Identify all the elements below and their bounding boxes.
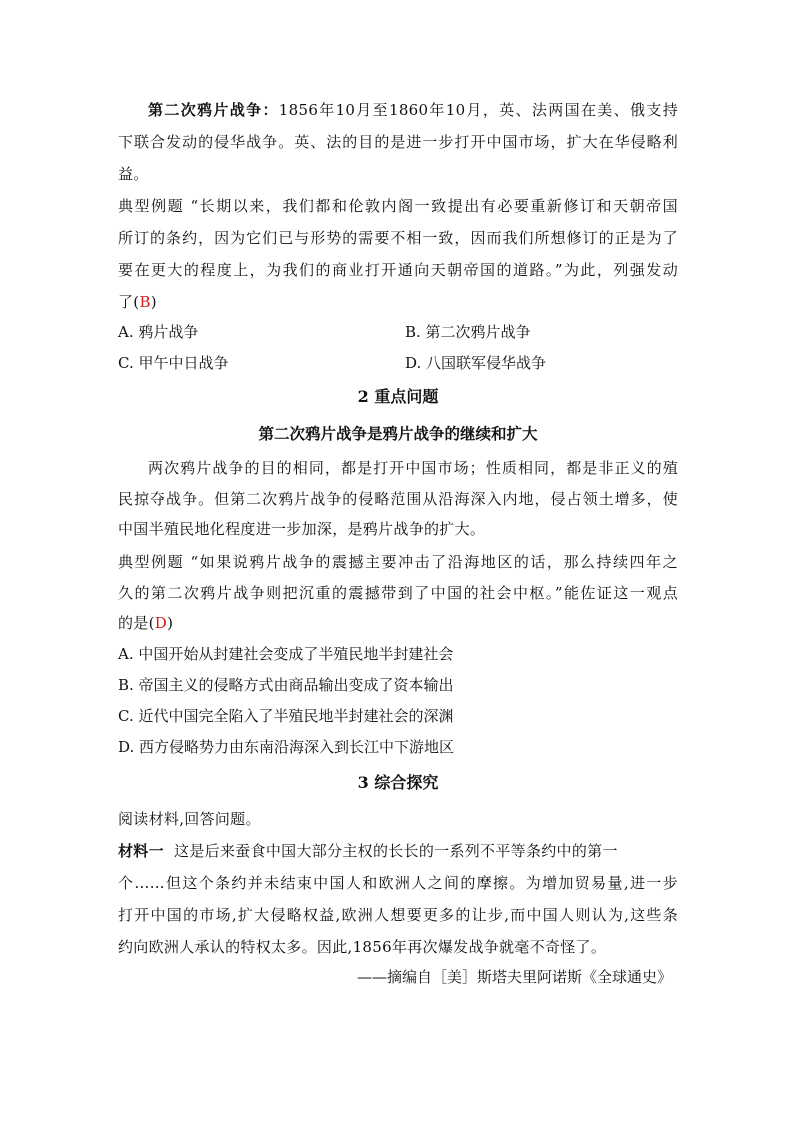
example2-line-3 xyxy=(118,613,678,633)
section2-line-1: 两次鸦片战争的目的相同，都是打开中国市场；性质相同，都是非正义的殖 xyxy=(148,459,678,477)
material-line-1 xyxy=(118,841,678,861)
example1-line-1: 典型例题 “长期以来，我们都和伦敦内阁一致提出有必要重新修订和天朝帝国 xyxy=(118,197,678,215)
example2-answer: D xyxy=(154,614,168,632)
section3-heading: 3 综合探究 xyxy=(357,773,439,792)
example2-option-c: C. 近代中国完全陷入了半殖民地半封建社会的深渊 xyxy=(118,707,454,725)
material-text-1: 这是后来蚕食中国大部分主权的长长的一系列不平等条约中的第一 xyxy=(174,842,618,860)
material-source: ——摘编自［美］斯塔夫里阿诺斯《全球通史》 xyxy=(356,968,672,986)
example2-line-1: 典型例题 “如果说鸦片战争的震撼主要冲击了沿海地区的话，那么持续四年之 xyxy=(118,553,678,571)
example1-line-4 xyxy=(118,292,678,312)
example1-option-a: A. 鸦片战争 xyxy=(118,323,199,341)
example2-option-a: A. 中国开始从封建社会变成了半殖民地半封建社会 xyxy=(118,645,454,663)
example1-line-2: 所订的条约，因为它们已与形势的需要不相一致，因而我们所想修订的正是为了 xyxy=(118,229,678,247)
example1-option-c: C. 甲午中日战争 xyxy=(118,354,229,372)
war-definition-line-3: 益。 xyxy=(118,165,149,183)
section2-line-2: 民掠夺战争。但第二次鸦片战争的侵略范围从沿海深入内地，侵占领土增多，使 xyxy=(118,490,678,508)
example1-line-3: 要在更大的程度上，为我们的商业打开通向天朝帝国的道路。”为此，列强发动 xyxy=(118,261,678,279)
example1-question-suffix: ) xyxy=(150,293,157,311)
section3-intro: 阅读材料,回答问题。 xyxy=(118,810,261,828)
war-definition-text-1: 1856年10月至1860年10月，英、法两国在美、俄支持 xyxy=(278,101,678,119)
example2-question-suffix: ) xyxy=(167,614,174,632)
material-label: 材料一 xyxy=(118,842,164,860)
example1-option-d: D. 八国联军侵华战争 xyxy=(405,354,547,372)
example1-question-prefix: 了( xyxy=(118,293,140,311)
material-line-3: 打开中国的市场,扩大侵略权益,欧洲人想要更多的让步,而中国人则认为,这些条 xyxy=(118,906,678,924)
war-term: 第二次鸦片战争： xyxy=(148,101,279,119)
example1-answer: B xyxy=(139,293,151,311)
material-line-2: 个……但这个条约并未结束中国人和欧洲人之间的摩擦。为增加贸易量,进一步 xyxy=(118,874,678,892)
section2-heading: 2 重点问题 xyxy=(357,387,439,406)
section2-subheading: 第二次鸦片战争是鸦片战争的继续和扩大 xyxy=(258,424,538,443)
section2-line-3: 中国半殖民地化程度进一步加深，是鸦片战争的扩大。 xyxy=(118,520,486,538)
example2-option-d: D. 西方侵略势力由东南沿海深入到长江中下游地区 xyxy=(118,738,455,756)
war-definition-line-1 xyxy=(148,100,678,120)
example2-option-b: B. 帝国主义的侵略方式由商品输出变成了资本输出 xyxy=(118,676,454,694)
material-line-4: 约向欧洲人承认的特权太多。因此,1856年再次爆发战争就毫不奇怪了。 xyxy=(118,938,607,956)
example2-question-prefix: 的是( xyxy=(118,614,155,632)
example1-option-b: B. 第二次鸦片战争 xyxy=(405,323,531,341)
war-definition-line-2: 下联合发动的侵华战争。英、法的目的是进一步打开中国市场，扩大在华侵略利 xyxy=(118,133,678,151)
example2-line-2: 久的第二次鸦片战争则把沉重的震撼带到了中国的社会中枢。”能佐证这一观点 xyxy=(118,584,678,602)
